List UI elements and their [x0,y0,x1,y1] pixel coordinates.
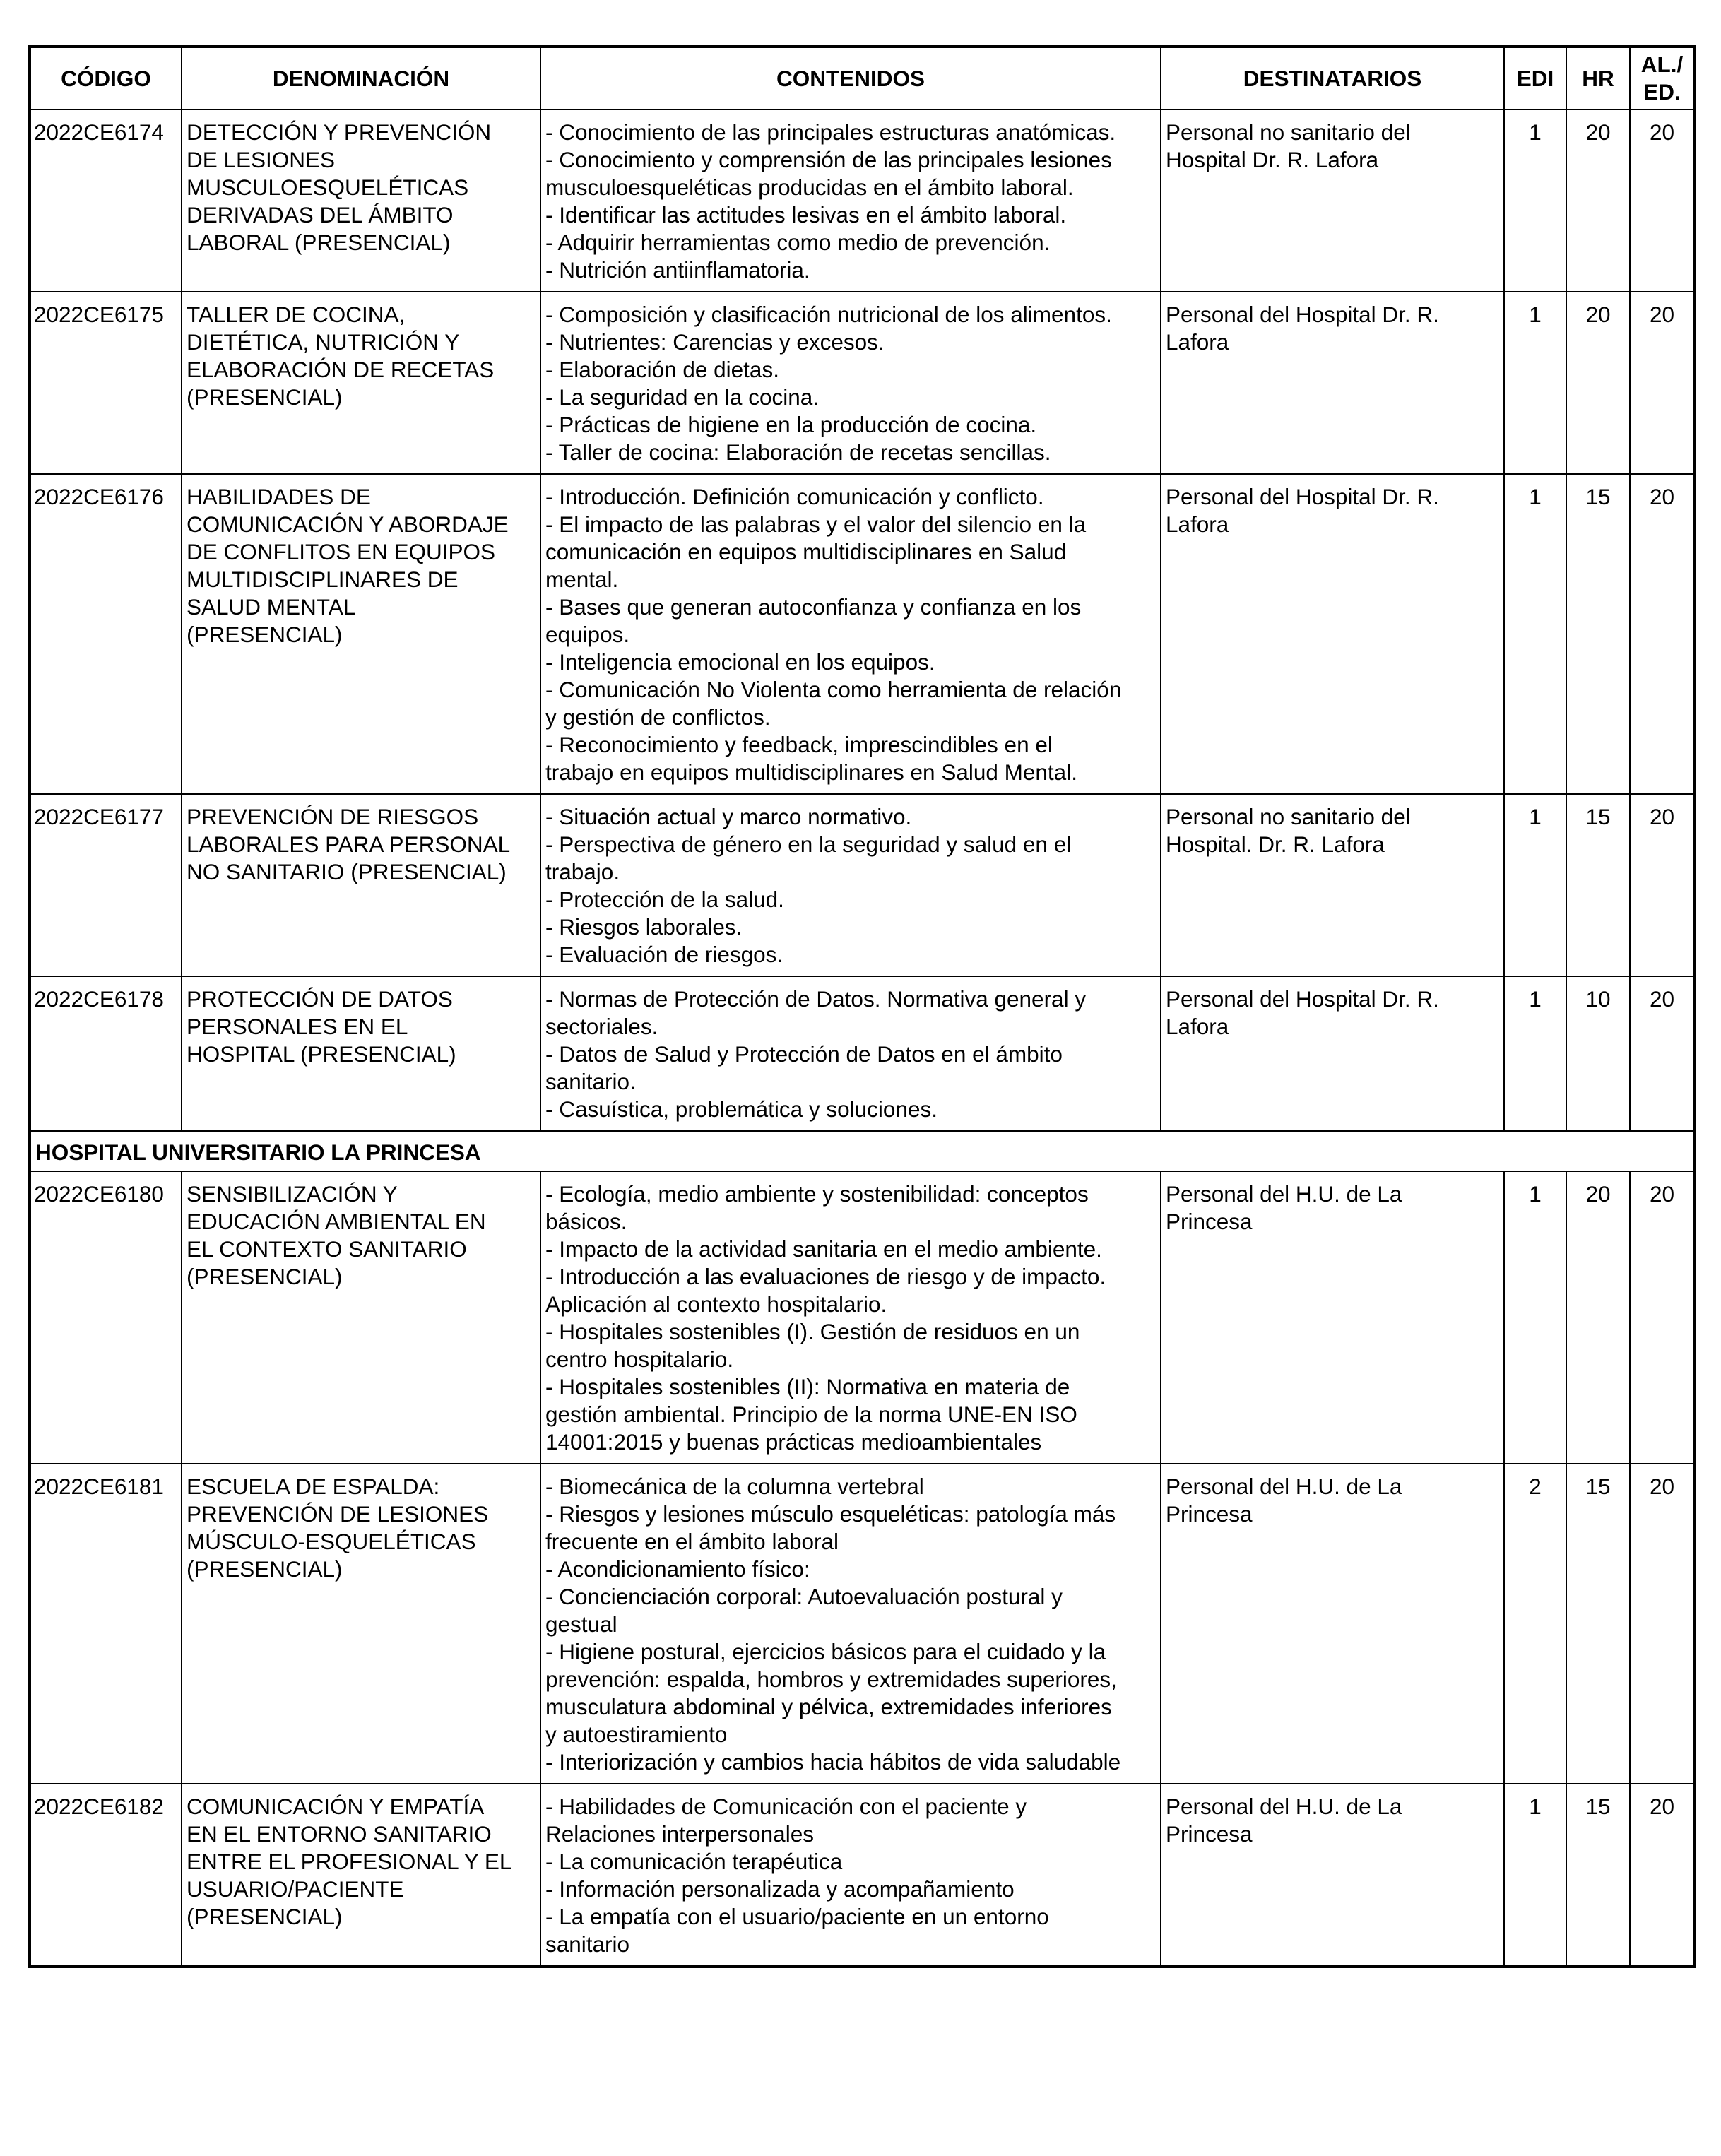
course-name [182,292,540,474]
course-content-line: musculatura abdominal y pélvica, extremidades inferiores [545,1694,1112,1719]
course-students-per-edition: 20 [1630,1464,1695,1784]
course-name-line: EN EL ENTORNO SANITARIO [187,1821,492,1847]
course-content-line: - Nutrientes: Carencias y excesos. [545,329,885,355]
course-content-line: sanitario [545,1931,630,1957]
course-contents [540,1464,1161,1784]
course-name-line: TALLER DE COCINA, [187,302,406,327]
course-hours: 15 [1566,1464,1630,1784]
course-recipients [1161,109,1504,292]
course-name-line: ENTRE EL PROFESIONAL Y EL [187,1849,512,1874]
table-body-lafora [30,109,1695,1131]
course-name-line: LABORAL (PRESENCIAL) [187,230,451,255]
course-hours: 15 [1566,474,1630,794]
course-name-line: DERIVADAS DEL ÁMBITO [187,202,454,227]
course-content-line: 14001:2015 y buenas prácticas medioambientales [545,1429,1042,1455]
course-name-line: ELABORACIÓN DE RECETAS [187,357,495,382]
section-title: HOSPITAL UNIVERSITARIO LA PRINCESA [30,1131,1695,1171]
course-code: 2022CE6176 [30,474,182,794]
course-content-line: trabajo. [545,859,620,884]
course-name-line: (PRESENCIAL) [187,1264,343,1289]
course-editions: 1 [1504,474,1566,794]
course-editions: 1 [1504,1784,1566,1967]
course-content-line: - La comunicación terapéutica [545,1849,843,1874]
course-content-line: - Reconocimiento y feedback, imprescindibles en el [545,732,1053,757]
course-name-line: PREVENCIÓN DE RIESGOS [187,804,479,829]
course-content-line: - Evaluación de riesgos. [545,942,783,967]
course-content-line: - Higiene postural, ejercicios básicos para el cuidado y la [545,1639,1106,1664]
course-contents [540,1171,1161,1464]
course-recipients [1161,1464,1504,1784]
course-content-line: - Nutrición antiinflamatoria. [545,257,810,283]
course-recipients-line: Hospital Dr. R. Lafora [1166,147,1379,172]
table-body-section [30,1131,1695,1171]
course-content-line: - Biomecánica de la columna vertebral [545,1474,924,1499]
course-code: 2022CE6180 [30,1171,182,1464]
course-recipients [1161,794,1504,976]
course-recipients-line: Lafora [1166,1014,1229,1039]
table-row [30,1784,1695,1967]
course-content-line: - Hospitales sostenibles (I). Gestión de residuos en un [545,1319,1080,1344]
course-contents [540,474,1161,794]
course-name-line: MÚSCULO-ESQUELÉTICAS [187,1529,476,1554]
course-name-line: DETECCIÓN Y PREVENCIÓN [187,119,492,145]
table-row [30,794,1695,976]
course-name-line: NO SANITARIO (PRESENCIAL) [187,859,507,884]
course-content-line: y gestión de conflictos. [545,704,771,730]
course-name-line: PERSONALES EN EL [187,1014,408,1039]
course-content-line: básicos. [545,1209,627,1234]
header-destinatarios: DESTINATARIOS [1161,47,1504,109]
course-recipients-line: Lafora [1166,511,1229,537]
course-code: 2022CE6174 [30,109,182,292]
course-recipients-line: Hospital. Dr. R. Lafora [1166,831,1385,857]
course-recipients [1161,1171,1504,1464]
course-content-line: - Hospitales sostenibles (II): Normativa en materia de [545,1374,1070,1399]
course-name-line: SALUD MENTAL [187,594,356,620]
course-content-line: equipos. [545,622,630,647]
course-hours: 15 [1566,794,1630,976]
course-content-line: - Identificar las actitudes lesivas en el ámbito laboral. [545,202,1067,227]
course-recipients-line: Personal del Hospital Dr. R. [1166,302,1439,327]
course-students-per-edition: 20 [1630,292,1695,474]
course-name [182,1171,540,1464]
table-row [30,976,1695,1131]
course-content-line: - Protección de la salud. [545,887,784,912]
course-content-line: centro hospitalario. [545,1346,734,1372]
course-hours: 20 [1566,109,1630,292]
course-content-line: Relaciones interpersonales [545,1821,814,1847]
course-recipients-line: Personal no sanitario del [1166,804,1411,829]
course-content-line: - Normas de Protección de Datos. Normativa general y [545,986,1087,1012]
table-body-princesa [30,1171,1695,1967]
table-row [30,1464,1695,1784]
course-content-line: - Situación actual y marco normativo. [545,804,912,829]
course-recipients-line: Princesa [1166,1501,1253,1527]
course-recipients-line: Lafora [1166,329,1229,355]
course-content-line: - Casuística, problemática y soluciones. [545,1096,938,1122]
course-content-line: - Elaboración de dietas. [545,357,779,382]
courses-table [28,45,1696,1968]
course-content-line: - Acondicionamiento físico: [545,1556,810,1582]
course-hours: 20 [1566,292,1630,474]
course-content-line: - Perspectiva de género en la seguridad y salud en el [545,831,1072,857]
course-content-line: - Inteligencia emocional en los equipos. [545,649,935,675]
course-content-line: prevención: espalda, hombros y extremidades superiores, [545,1666,1117,1692]
course-hours: 10 [1566,976,1630,1131]
course-name-line: MULTIDISCIPLINARES DE [187,567,459,592]
course-name-line: USUARIO/PACIENTE [187,1876,404,1902]
course-name [182,109,540,292]
course-content-line: mental. [545,567,619,592]
course-recipients-line: Personal del H.U. de La [1166,1181,1402,1207]
course-code: 2022CE6177 [30,794,182,976]
course-content-line: - La seguridad en la cocina. [545,384,819,410]
course-hours: 15 [1566,1784,1630,1967]
course-name-line: (PRESENCIAL) [187,1904,343,1929]
course-content-line: - Conocimiento de las principales estructuras anatómicas. [545,119,1116,145]
course-hours: 20 [1566,1171,1630,1464]
course-recipients [1161,1784,1504,1967]
course-name-line: PREVENCIÓN DE LESIONES [187,1501,489,1527]
header-al-ed-line1: AL./ [1640,52,1684,77]
course-recipients-line: Personal del H.U. de La [1166,1474,1402,1499]
table-row [30,109,1695,292]
course-content-line: y autoestiramiento [545,1722,728,1747]
course-name-line: COMUNICACIÓN Y ABORDAJE [187,511,509,537]
course-recipients [1161,474,1504,794]
course-content-line: - Prácticas de higiene en la producción de cocina. [545,412,1037,437]
course-name-line: HOSPITAL (PRESENCIAL) [187,1041,456,1067]
header-edi: EDI [1504,47,1566,109]
course-recipients-line: Personal del Hospital Dr. R. [1166,484,1439,509]
course-code: 2022CE6178 [30,976,182,1131]
header-al-ed [1630,47,1695,109]
course-name-line: DE CONFLITOS EN EQUIPOS [187,539,496,564]
course-content-line: - Concienciación corporal: Autoevaluación postural y [545,1584,1063,1609]
course-content-line: - Adquirir herramientas como medio de prevención. [545,230,1051,255]
table-row [30,1171,1695,1464]
header-al-ed-line2: ED. [1643,79,1681,105]
course-students-per-edition: 20 [1630,976,1695,1131]
course-name-line: (PRESENCIAL) [187,622,343,647]
course-name-line: EDUCACIÓN AMBIENTAL EN [187,1209,486,1234]
course-code: 2022CE6175 [30,292,182,474]
table-row [30,292,1695,474]
course-editions: 1 [1504,292,1566,474]
course-name-line: COMUNICACIÓN Y EMPATÍA [187,1794,485,1819]
section-row [30,1131,1695,1171]
course-students-per-edition: 20 [1630,109,1695,292]
course-name [182,1784,540,1967]
course-students-per-edition: 20 [1630,794,1695,976]
course-content-line: - Introducción a las evaluaciones de riesgo y de impacto. [545,1264,1106,1289]
course-name-line: PROTECCIÓN DE DATOS [187,986,453,1012]
course-name-line: (PRESENCIAL) [187,384,343,410]
course-recipients [1161,976,1504,1131]
course-content-line: frecuente en el ámbito laboral [545,1529,839,1554]
course-editions: 1 [1504,109,1566,292]
course-name-line: EL CONTEXTO SANITARIO [187,1236,467,1262]
course-content-line: gestual [545,1611,617,1637]
course-name [182,976,540,1131]
course-editions: 1 [1504,794,1566,976]
course-content-line: - Riesgos y lesiones músculo esqueléticas: patología más [545,1501,1116,1527]
course-contents [540,1784,1161,1967]
course-editions: 1 [1504,1171,1566,1464]
course-contents [540,109,1161,292]
course-students-per-edition: 20 [1630,474,1695,794]
course-content-line: musculoesqueléticas producidas en el ámbito laboral. [545,174,1074,200]
table-header-row [30,47,1695,109]
table-row [30,474,1695,794]
course-content-line: gestión ambiental. Principio de la norma UNE-EN ISO [545,1402,1077,1427]
course-content-line: - Composición y clasificación nutricional de los alimentos. [545,302,1112,327]
course-content-line: sectoriales. [545,1014,658,1039]
course-name-line: ESCUELA DE ESPALDA: [187,1474,440,1499]
course-content-line: - Información personalizada y acompañamiento [545,1876,1015,1902]
course-name [182,474,540,794]
course-code: 2022CE6181 [30,1464,182,1784]
course-code: 2022CE6182 [30,1784,182,1967]
course-students-per-edition: 20 [1630,1784,1695,1967]
course-recipients-line: Personal del H.U. de La [1166,1794,1402,1819]
course-name-line: (PRESENCIAL) [187,1556,343,1582]
course-recipients-line: Princesa [1166,1821,1253,1847]
header-contenidos: CONTENIDOS [540,47,1161,109]
course-content-line: trabajo en equipos multidisciplinares en Salud Mental. [545,759,1077,785]
header-codigo: CÓDIGO [30,47,182,109]
course-content-line: - Impacto de la actividad sanitaria en el medio ambiente. [545,1236,1102,1262]
course-content-line: - Habilidades de Comunicación con el paciente y [545,1794,1027,1819]
course-recipients-line: Personal del Hospital Dr. R. [1166,986,1439,1012]
course-content-line: - Conocimiento y comprensión de las principales lesiones [545,147,1112,172]
course-students-per-edition: 20 [1630,1171,1695,1464]
course-name-line: DIETÉTICA, NUTRICIÓN Y [187,329,460,355]
header-denominacion: DENOMINACIÓN [182,47,540,109]
course-recipients-line: Personal no sanitario del [1166,119,1411,145]
course-recipients-line: Princesa [1166,1209,1253,1234]
course-recipients [1161,292,1504,474]
course-content-line: - Bases que generan autoconfianza y confianza en los [545,594,1082,620]
header-hr: HR [1566,47,1630,109]
course-content-line: - El impacto de las palabras y el valor del silencio en la [545,511,1087,537]
course-name [182,794,540,976]
course-name-line: HABILIDADES DE [187,484,371,509]
course-contents [540,976,1161,1131]
course-content-line: - Datos de Salud y Protección de Datos en el ámbito [545,1041,1063,1067]
course-content-line: Aplicación al contexto hospitalario. [545,1291,887,1317]
course-name [182,1464,540,1784]
course-content-line: - Riesgos laborales. [545,914,743,940]
course-editions: 2 [1504,1464,1566,1784]
course-name-line: LABORALES PARA PERSONAL [187,831,511,857]
course-name-line: SENSIBILIZACIÓN Y [187,1181,398,1207]
course-editions: 1 [1504,976,1566,1131]
course-name-line: DE LESIONES [187,147,336,172]
course-contents [540,794,1161,976]
course-content-line: - La empatía con el usuario/paciente en un entorno [545,1904,1049,1929]
course-content-line: - Comunicación No Violenta como herramienta de relación [545,677,1122,702]
course-contents [540,292,1161,474]
course-name-line: MUSCULOESQUELÉTICAS [187,174,469,200]
course-content-line: - Ecología, medio ambiente y sostenibilidad: conceptos [545,1181,1089,1207]
course-content-line: comunicación en equipos multidisciplinares en Salud [545,539,1067,564]
course-content-line: - Interiorización y cambios hacia hábitos de vida saludable [545,1749,1121,1775]
course-content-line: sanitario. [545,1069,636,1094]
course-content-line: - Taller de cocina: Elaboración de recetas sencillas. [545,439,1051,465]
course-content-line: - Introducción. Definición comunicación y conflicto. [545,484,1044,509]
